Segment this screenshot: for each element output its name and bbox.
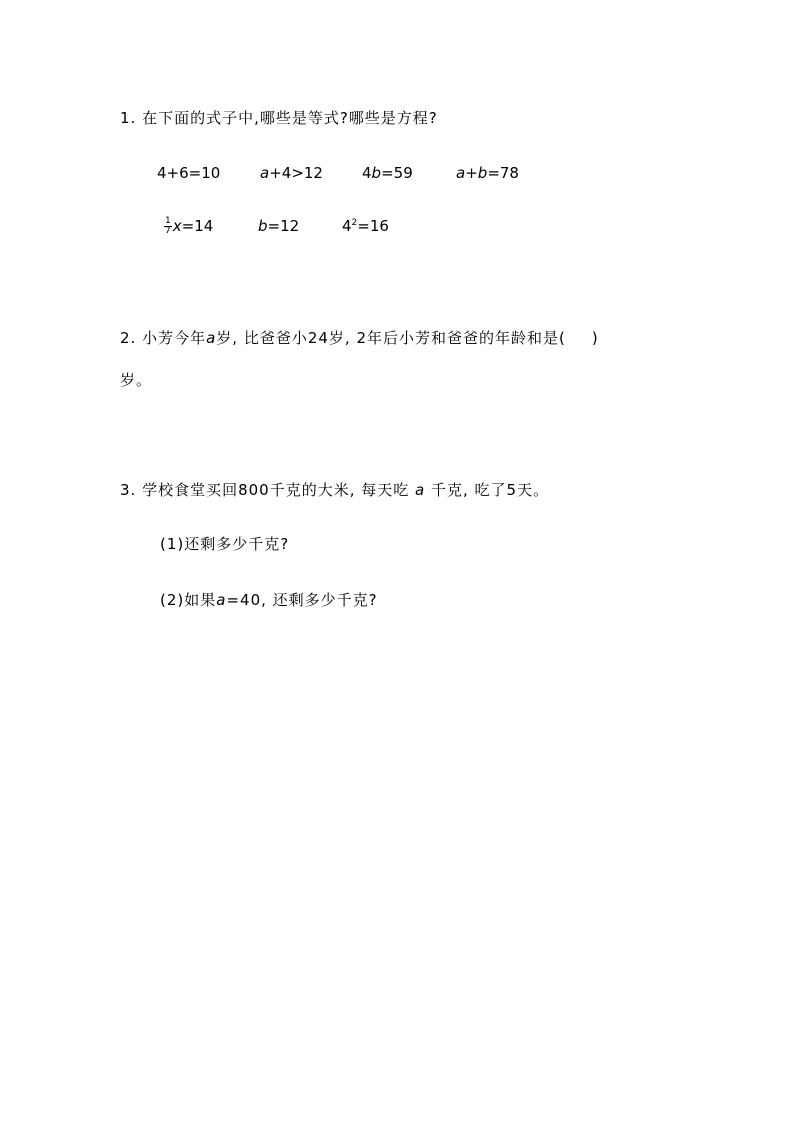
variable-b: b (371, 164, 382, 182)
fraction-numerator: 1 (165, 216, 171, 226)
question-3-part-1: 3. 学校食堂买回800千克的大米, 每天吃 (120, 481, 410, 499)
variable-a: a (206, 329, 217, 347)
question-3-sub-2-post: =40, 还剩多少千克? (226, 591, 378, 609)
expression-2-rest: +4>12 (269, 164, 323, 182)
question-2-text (120, 328, 599, 348)
variable-a: a (260, 164, 270, 182)
expression-2 (260, 163, 323, 183)
variable-a: a (456, 164, 466, 182)
expression-4 (456, 163, 519, 183)
expression-5-rest: =14 (181, 217, 214, 235)
question-1-text: 1. 在下面的式子中,哪些是等式?哪些是方程? (120, 109, 438, 127)
power-base: 4 (342, 217, 352, 235)
expression-6-rest: =12 (267, 217, 300, 235)
question-3-text (120, 480, 549, 500)
plus-sign: + (465, 164, 478, 182)
expression-7 (342, 216, 389, 236)
variable-x: x (172, 217, 182, 235)
variable-b: b (477, 164, 488, 182)
expression-4-rest: =78 (487, 164, 519, 182)
expression-7-rest: =16 (357, 217, 389, 235)
question-3-sub-1: (1)还剩多少千克? (160, 535, 290, 553)
expression-3-coefficient: 4 (362, 164, 372, 182)
expression-5 (164, 216, 213, 236)
expression-6 (258, 216, 299, 236)
question-3-part-2: 千克, 吃了5天。 (431, 481, 550, 499)
variable-a: a (216, 591, 227, 609)
power-exponent: 2 (351, 218, 358, 228)
question-2-part-2: 岁, 比爸爸小24岁, 2年后小芳和爸爸的年龄和是( (216, 329, 566, 347)
question-3-sub-2 (160, 590, 378, 610)
expression-3 (362, 163, 413, 183)
question-2-part-1: 2. 小芳今年 (120, 329, 207, 347)
question-3-sub-2-pre: (2)如果 (160, 591, 217, 609)
variable-b: b (258, 217, 268, 235)
fraction-denominator: 7 (165, 226, 171, 236)
expression-1: 4+6=10 (157, 164, 221, 182)
expression-3-rest: =59 (381, 164, 413, 182)
variable-a: a (415, 481, 426, 499)
question-2-line-2: 岁。 (120, 371, 153, 389)
question-2-part-3: ) (591, 329, 599, 347)
fraction-one-seventh (164, 217, 172, 236)
